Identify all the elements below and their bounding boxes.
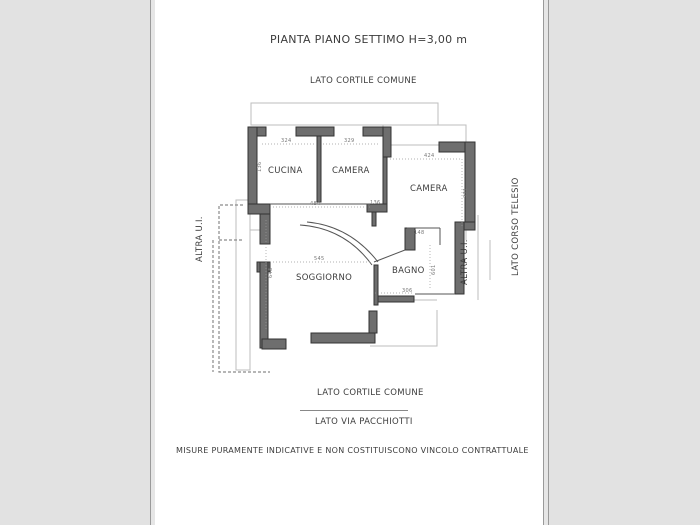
dim-soggiorno-width: 545 bbox=[314, 256, 325, 262]
dim-bagno-bottom: 306 bbox=[402, 288, 413, 294]
room-soggiorno: SOGGIORNO bbox=[296, 273, 353, 283]
label-top-side: LATO CORTILE COMUNE bbox=[310, 76, 417, 86]
dim-camera2-width: 424 bbox=[424, 153, 435, 159]
dim-bagno-width: 148 bbox=[414, 230, 425, 236]
room-bagno: BAGNO bbox=[392, 266, 425, 276]
walls bbox=[248, 127, 475, 349]
dim-hall: 136 bbox=[370, 200, 381, 206]
dim-cucina-depth: 136 bbox=[257, 161, 263, 172]
dim-bagno-depth: 601 bbox=[431, 264, 437, 275]
label-right-unit: ALTRA U.I. bbox=[460, 239, 470, 285]
dim-camera2-depth: 371 bbox=[463, 187, 469, 198]
dim-corridor: 484 bbox=[310, 201, 321, 207]
dim-cucina-width: 324 bbox=[281, 138, 292, 144]
plan-title: PIANTA PIANO SETTIMO H=3,00 m bbox=[270, 33, 468, 46]
label-bottom-side: LATO CORTILE COMUNE bbox=[317, 388, 424, 398]
room-camera-1: CAMERA bbox=[332, 166, 370, 176]
dim-camera1-width: 329 bbox=[344, 138, 355, 144]
label-street-right: LATO CORSO TELESIO bbox=[511, 177, 521, 276]
label-left-unit: ALTRA U.I. bbox=[195, 216, 205, 262]
dim-soggiorno-depth: 648 bbox=[268, 267, 274, 278]
room-camera-2: CAMERA bbox=[410, 184, 448, 194]
label-street-side: LATO VIA PACCHIOTTI bbox=[315, 417, 413, 427]
street-divider bbox=[300, 410, 408, 411]
disclaimer-note: MISURE PURAMENTE INDICATIVE E NON COSTITUISCONO VINCOLO CONTRATTUALE bbox=[176, 446, 529, 455]
room-cucina: CUCINA bbox=[268, 166, 303, 176]
